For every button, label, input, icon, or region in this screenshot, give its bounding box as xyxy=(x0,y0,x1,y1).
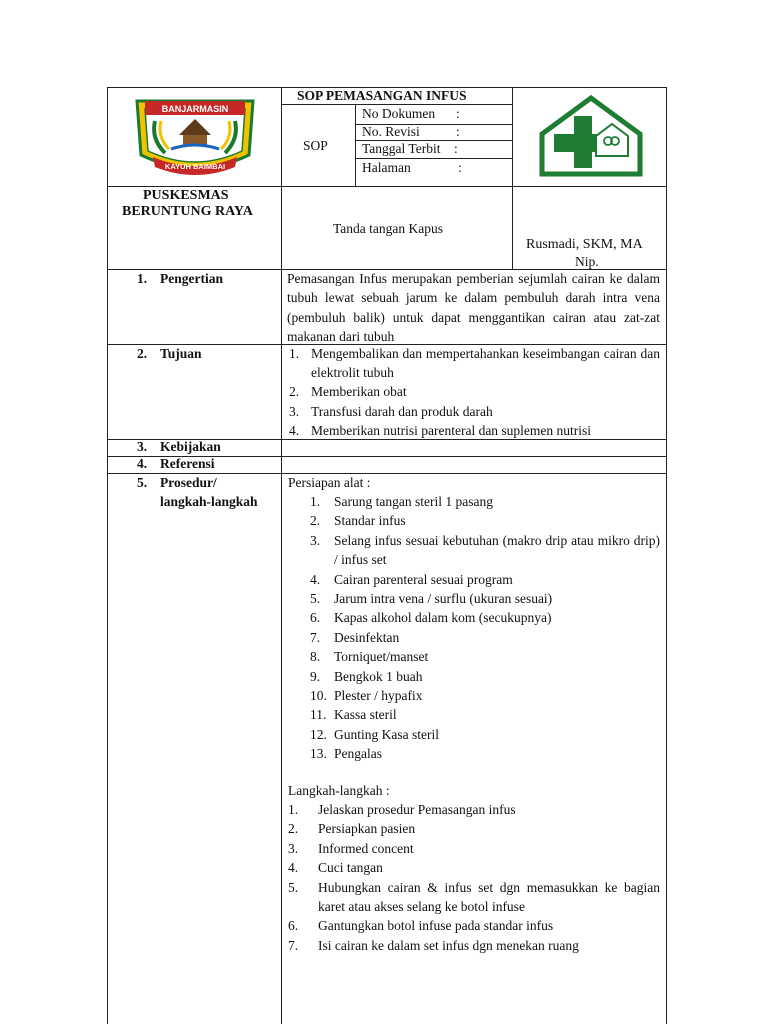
list-item: 8. Torniquet/manset xyxy=(310,649,429,665)
list-item: 7. Isi cairan ke dalam set infus dgn menekan ruang xyxy=(288,937,579,953)
list-item: 4. Cuci tangan xyxy=(288,860,383,876)
section-title: Tujuan xyxy=(160,346,202,361)
org-name-line2: BERUNTUNG RAYA xyxy=(122,204,253,219)
logo-top-text: BANJARMASIN xyxy=(161,104,229,114)
list-item: 4. Memberikan nutrisi parenteral dan suplemen nutrisi xyxy=(289,422,592,438)
list-item: 7. Desinfektan xyxy=(310,629,400,645)
list-item: 5. Jarum intra vena / surflu (ukuran sesuai) xyxy=(310,591,553,607)
list-item: 5. Hubungkan cairan & infus set dgn memasukkan ke bagian karet atau akses selang ke botol infuse xyxy=(288,879,660,915)
steps-list xyxy=(288,800,660,955)
list-item: 1. Mengembalikan dan mempertahankan keseimbangan cairan dan elektrolit tubuh xyxy=(289,346,660,381)
section-title: Prosedur/ xyxy=(160,475,217,490)
prep-heading: Persiapan alat : xyxy=(288,475,371,490)
list-item: 11. Kassa steril xyxy=(310,707,397,723)
steps-heading: Langkah-langkah : xyxy=(288,783,390,798)
signer-name: Rusmadi, SKM, MA xyxy=(526,237,643,252)
list-item: 12. Gunting Kasa steril xyxy=(310,726,439,742)
list-item: 2. Memberikan obat xyxy=(289,384,407,400)
list-item: 3. Informed concent xyxy=(288,840,414,856)
section-title-cont: langkah-langkah xyxy=(160,494,258,509)
document-title: SOP PEMASANGAN INFUS xyxy=(297,88,467,103)
list-item: 6. Gantungkan botol infuse pada standar infus xyxy=(288,918,554,934)
section-title: Kebijakan xyxy=(160,439,221,454)
signer-nip: Nip. xyxy=(575,254,599,269)
list-item: 2. Persiapkan pasien xyxy=(288,821,416,837)
section-title: Referensi xyxy=(160,456,215,471)
list-item: 4. Cairan parenteral sesuai program xyxy=(310,571,513,587)
section-text: Pemasangan Infus merupakan pemberian sejumlah cairan ke dalam tubuh lewat sebuah jarum ke dalam pembuluh darah intra vena (pembuluh balik) untuk dapat menggantikan cairan atau zat-zat makanan dari tubuh xyxy=(287,271,660,344)
section-title: Pengertian xyxy=(160,271,223,286)
list-item: 13. Pengalas xyxy=(310,746,382,762)
list-item: 10. Plester / hypafix xyxy=(310,688,423,704)
signature-label: Tanda tangan Kapus xyxy=(333,221,444,236)
list-item: 2. Standar infus xyxy=(310,513,406,529)
puskesmas-logo xyxy=(538,94,644,178)
list-item: 1. Sarung tangan steril 1 pasang xyxy=(310,494,493,509)
list-item: 3. Transfusi darah dan produk darah xyxy=(289,403,493,419)
sop-label: SOP xyxy=(303,138,328,153)
list-item: 3. Selang infus sesuai kebutuhan (makro drip atau mikro drip) / infus set xyxy=(310,532,660,568)
logo-bottom-text: KAYUH BAIMBAI xyxy=(164,162,226,171)
list-item: 6. Kapas alkohol dalam kom (secukupnya) xyxy=(310,610,552,626)
banjarmasin-logo xyxy=(131,95,259,175)
list-item: 1. Jelaskan prosedur Pemasangan infus xyxy=(288,802,516,817)
tujuan-list xyxy=(287,344,660,440)
list-item: 9. Bengkok 1 buah xyxy=(310,668,423,684)
prep-list xyxy=(288,492,660,764)
org-name-line1: PUSKESMAS xyxy=(143,188,229,203)
